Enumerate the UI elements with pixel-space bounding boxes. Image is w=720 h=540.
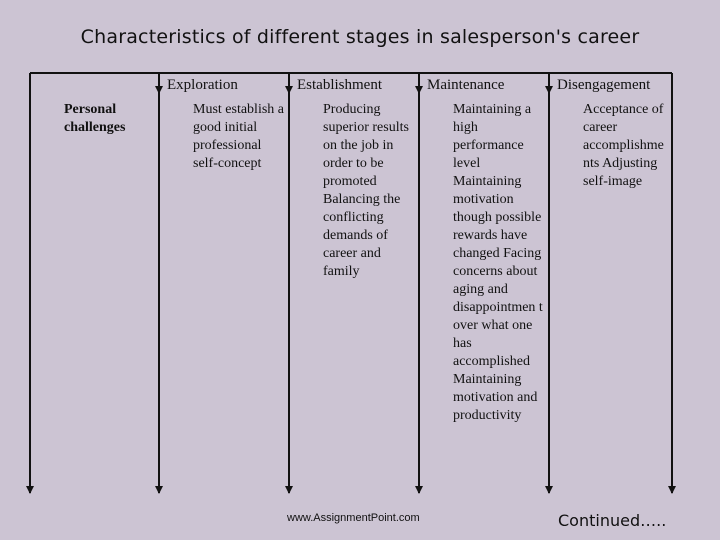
header-disengagement: Disengagement [557,77,651,93]
cell-disengagement: Acceptance of career accomplishme nts Adjusting self-image [583,102,664,189]
cell-establishment: Producing superior results on the job in order to be promoted Balancing the conflicting demands of career and family [323,102,409,279]
row-label-personal-challenges: Personal challenges [64,102,126,135]
header-maintenance: Maintenance [427,77,505,93]
slide-title: Characteristics of different stages in salesperson's career [80,26,640,48]
continued-label: Continued….. [558,511,667,530]
cell-exploration: Must establish a good initial professional self-concept [193,102,284,171]
header-exploration: Exploration [167,77,238,93]
cell-maintenance: Maintaining a high performance level Maintaining motivation though possible rewards have changed Facing concerns about aging and disappointmen t over what one has accomplished Maintaining motivation and productivity [453,102,543,423]
footer-url[interactable]: www.AssignmentPoint.com [287,512,420,524]
header-establishment: Establishment [297,77,382,93]
